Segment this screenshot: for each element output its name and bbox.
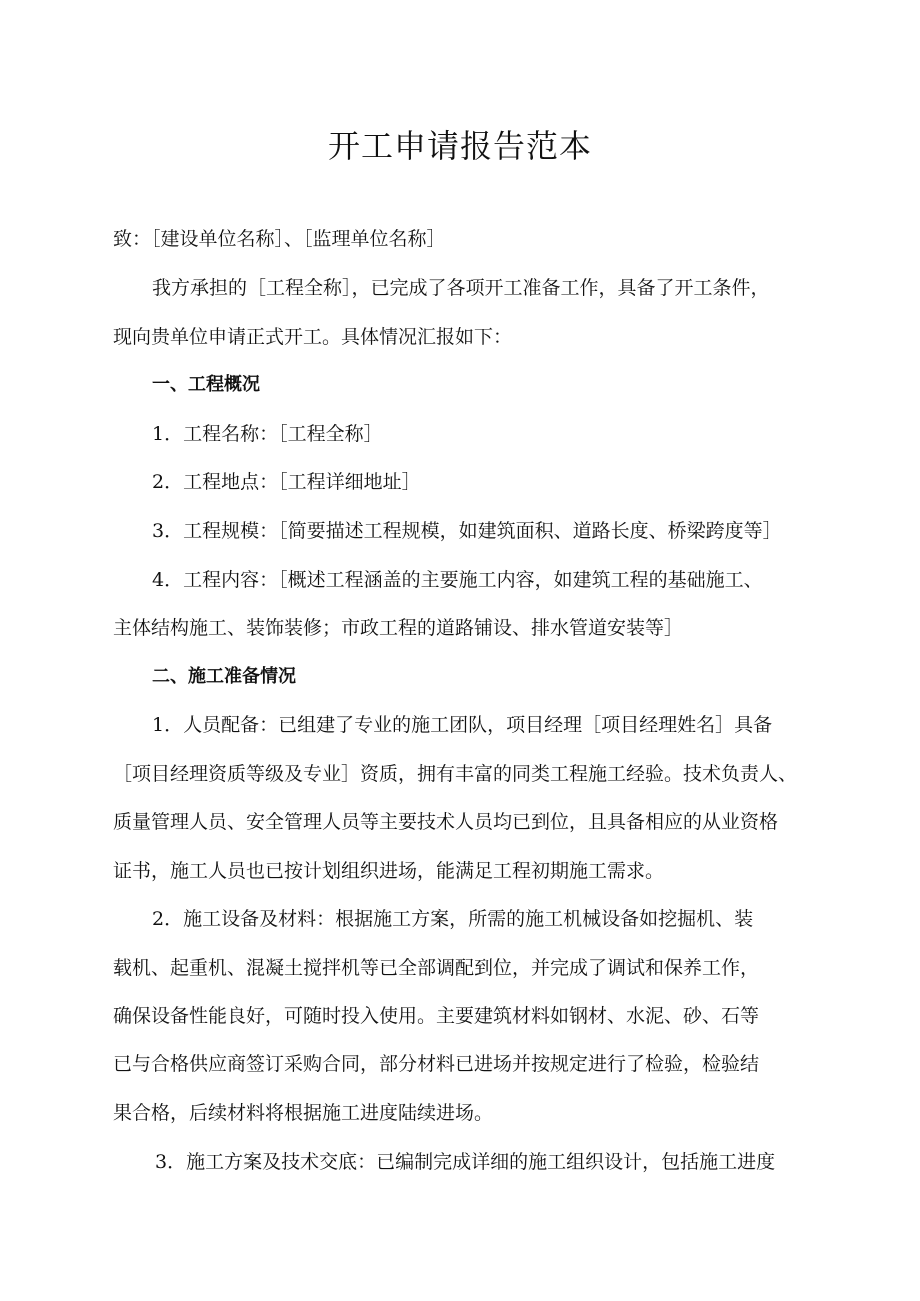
prep-equipment-line-3: 确保设备性能良好，可随时投入使用。主要建筑材料如钢材、水泥、砂、石等 [113,1005,760,1027]
prep-equipment-line-2: 载机、起重机、混凝土搅拌机等已全部调配到位，并完成了调试和保养工作， [113,957,760,979]
prep-staff-line-2: ［项目经理资质等级及专业］资质，拥有丰富的同类工程施工经验。技术负责人、 [113,763,798,785]
overview-item-scale: 3．工程规模：［简要描述工程规模，如建筑面积、道路长度、桥梁跨度等］ [152,520,782,542]
prep-equipment-line-4: 已与合格供应商签订采购合同，部分材料已进场并按规定进行了检验，检验结 [113,1053,760,1075]
overview-item-content: 4．工程内容：［概述工程涵盖的主要施工内容，如建筑工程的基础施工、 [152,569,763,591]
overview-item-location: 2．工程地点：［工程详细地址］ [152,471,421,493]
overview-item-name: 1．工程名称：［工程全称］ [152,423,383,445]
intro-line-2: 现向贵单位申请正式开工。具体情况汇报如下： [113,326,513,348]
prep-staff-line-4: 证书，施工人员也已按计划组织进场，能满足工程初期施工需求。 [113,860,665,882]
section-heading-preparation: 二、施工准备情况 [152,666,296,687]
document-title: 开工申请报告范本 [327,127,592,165]
prep-equipment-line-5: 果合格，后续材料将根据施工进度陆续进场。 [113,1102,494,1124]
overview-item-content-cont: 主体结构施工、装饰装修；市政工程的道路铺设、排水管道安装等］ [113,617,684,639]
section-heading-overview: 一、工程概况 [152,374,260,395]
prep-staff-line-1: 1．人员配备：已组建了专业的施工团队，项目经理［项目经理姓名］具备 [152,714,773,736]
intro-line-1: 我方承担的［工程全称］，已完成了各项开工准备工作，具备了开工条件， [152,277,770,299]
prep-plan-line-1: 3．施工方案及技术交底：已编制完成详细的施工组织设计，包括施工进度 [155,1151,776,1173]
prep-equipment-line-1: 2．施工设备及材料：根据施工方案，所需的施工机械设备如挖掘机、装 [152,908,754,930]
addressee-line: 致：［建设单位名称］、［监理单位名称］ [113,228,446,250]
prep-staff-line-3: 质量管理人员、安全管理人员等主要技术人员均已到位，且具备相应的从业资格 [113,811,779,833]
